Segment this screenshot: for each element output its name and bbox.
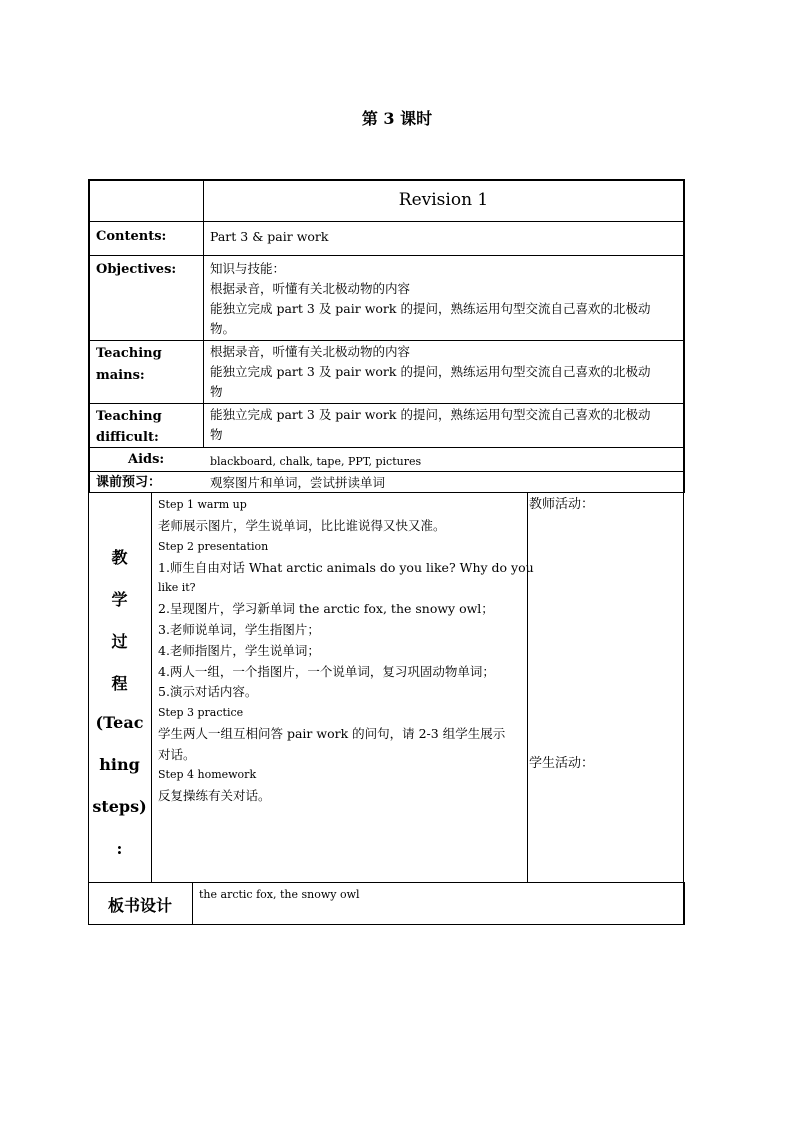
contents-value: Part 3 & pair work <box>210 229 329 244</box>
objectives-line: 知识与技能： <box>210 261 286 276</box>
process-label-char: (Teac <box>95 713 144 732</box>
step-line: 老师展示图片，学生说单词，比比谁说得又快又准。 <box>158 518 446 533</box>
step-line: Step 1 warm up <box>158 498 247 511</box>
column-divider <box>203 179 204 447</box>
mains-line: 根据录音，听懂有关北极动物的内容 <box>210 344 411 359</box>
difficult-label: Teaching <box>96 409 162 424</box>
column-divider <box>527 492 528 882</box>
difficult-line: 物 <box>210 427 223 442</box>
step-line: Step 3 practice <box>158 706 244 719</box>
step-line: 1.师生自由对话 What arctic animals do you like? Why do you <box>158 560 534 575</box>
step-line: 3.老师说单词，学生指图片； <box>158 622 320 637</box>
board-content: the arctic fox, the snowy owl <box>199 888 360 901</box>
step-line: 4.老师指图片，学生说单词； <box>158 643 320 658</box>
process-label-char: 学 <box>111 590 128 609</box>
row-divider <box>88 447 684 448</box>
board-border-right <box>683 882 685 925</box>
row-divider <box>88 492 684 493</box>
step-line: 对话。 <box>158 747 196 762</box>
objectives-line: 能独立完成 part 3 及 pair work 的提问，熟练运用句型交流自己喜欢的北极动 <box>210 301 651 316</box>
step-line: 5.演示对话内容。 <box>158 684 258 699</box>
page-title: 第 3 课时 <box>361 109 433 128</box>
aids-label: Aids: <box>128 452 165 467</box>
preview-value: 观察图片和单词，尝试拼读单词 <box>210 475 386 490</box>
mains-label: Teaching <box>96 346 162 361</box>
column-divider <box>151 492 152 882</box>
teacher-activity-label: 教师活动： <box>529 497 595 512</box>
column-divider <box>192 882 193 925</box>
mains-line: 物 <box>210 384 223 399</box>
process-label-char: steps) <box>92 797 147 816</box>
process-label-char: : <box>116 839 123 858</box>
step-line: Step 2 presentation <box>158 540 269 553</box>
difficult-line: 能独立完成 part 3 及 pair work 的提问，熟练运用句型交流自己喜欢的北极动 <box>210 407 651 422</box>
objectives-line: 物。 <box>210 321 236 336</box>
mains-label: mains: <box>96 368 145 383</box>
table-border-right <box>683 179 685 493</box>
difficult-label: difficult: <box>96 430 159 445</box>
process-label-char: 教 <box>111 548 128 567</box>
row-divider <box>88 255 684 256</box>
lesson-name: Revision 1 <box>398 190 489 210</box>
process-label-char: 过 <box>111 632 128 651</box>
objectives-label: Objectives: <box>96 262 177 277</box>
student-activity-label: 学生活动： <box>529 756 595 771</box>
preview-label: 课前预习： <box>96 475 162 490</box>
step-line: Step 4 homework <box>158 768 257 781</box>
row-divider <box>88 882 684 883</box>
step-line: like it? <box>158 581 196 594</box>
table-border-left <box>88 179 90 493</box>
objectives-line: 根据录音，听懂有关北极动物的内容 <box>210 281 411 296</box>
contents-label: Contents: <box>96 229 167 244</box>
row-divider <box>88 221 684 222</box>
step-line: 反复操练有关对话。 <box>158 788 271 803</box>
step-line: 2.呈现图片，学习新单词 the arctic fox, the snowy owl； <box>158 601 494 616</box>
process-label-char: hing <box>99 755 140 774</box>
board-label: 板书设计 <box>107 896 172 915</box>
step-line: 4.两人一组，一个指图片，一个说单词，复习巩固动物单词； <box>158 664 495 679</box>
process-border-right <box>683 492 684 882</box>
table-border-bottom <box>88 924 684 925</box>
mains-line: 能独立完成 part 3 及 pair work 的提问，熟练运用句型交流自己喜欢的北极动 <box>210 364 651 379</box>
aids-value: blackboard, chalk, tape, PPT, pictures <box>210 455 422 468</box>
table-border-top <box>88 179 684 181</box>
process-label-char: 程 <box>111 674 128 693</box>
step-line: 学生两人一组互相问答 pair work 的问句，请 2-3 组学生展示 <box>158 726 506 741</box>
